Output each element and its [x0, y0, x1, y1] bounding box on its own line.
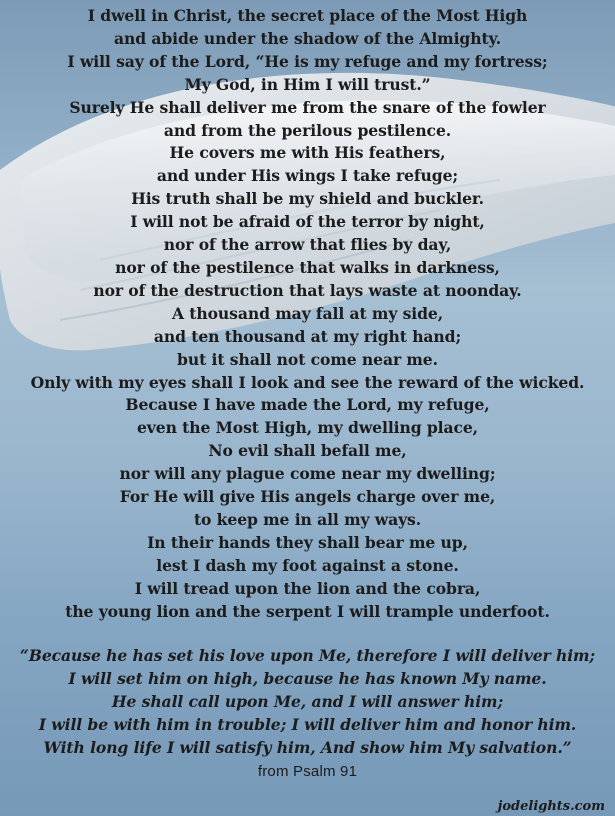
- verse-line: and ten thousand at my right hand;: [153, 326, 462, 346]
- verse-line: His truth shall be my shield and buckler.: [131, 189, 484, 209]
- verse-line: Surely He shall deliver me from the snare of the fowler: [69, 97, 546, 117]
- verse-line: For He will give His angels charge over me,: [119, 487, 496, 507]
- verse-line: In their hands they shall bear me up,: [147, 532, 468, 552]
- promise-line: I will set him on high, because he has known My name.: [68, 669, 547, 689]
- verse-line: I will tread upon the lion and the cobra,: [134, 578, 481, 598]
- verse-line: and under His wings I take refuge;: [156, 166, 459, 186]
- verse-line: and abide under the shadow of the Almighty.: [113, 28, 502, 48]
- promise-line: “Because he has set his love upon Me, therefore I will deliver him;: [19, 646, 596, 666]
- verse-line: Because I have made the Lord, my refuge,: [125, 395, 490, 415]
- verse-line: to keep me in all my ways.: [193, 509, 422, 529]
- verse-line: nor of the destruction that lays waste at noonday.: [93, 280, 522, 300]
- verse-line: but it shall not come near me.: [177, 349, 438, 369]
- promise-stanza: [0, 645, 615, 760]
- source-citation: from Psalm 91: [257, 763, 358, 780]
- verse-line: the young lion and the serpent I will trample underfoot.: [65, 601, 550, 621]
- verse-line: My God, in Him I will trust.”: [184, 74, 431, 94]
- verse-line: lest I dash my foot against a stone.: [156, 555, 459, 575]
- verse-line: I dwell in Christ, the secret place of the Most High: [87, 6, 528, 25]
- verse-line: A thousand may fall at my side,: [171, 303, 444, 323]
- verse-line: nor will any plague come near my dwelling;: [119, 464, 496, 484]
- verse-line: nor of the arrow that flies by day,: [163, 235, 452, 255]
- verse-line: I will say of the Lord, “He is my refuge and my fortress;: [67, 51, 548, 71]
- promise-line: He shall call upon Me, and I will answer him;: [111, 692, 504, 712]
- watermark: jodelights.com: [497, 799, 605, 814]
- verse-line: and from the perilous pestilence.: [163, 120, 452, 140]
- verse-line: even the Most High, my dwelling place,: [136, 418, 479, 438]
- promise-line: With long life I will satisfy him, And show him My salvation.”: [43, 738, 572, 758]
- promise-line: I will be with him in trouble; I will deliver him and honor him.: [38, 715, 577, 735]
- verse-line: Only with my eyes shall I look and see the reward of the wicked.: [30, 372, 585, 392]
- verse-line: nor of the pestilence that walks in darkness,: [115, 257, 500, 277]
- verse-line: I will not be afraid of the terror by night,: [130, 212, 485, 232]
- verse-line: No evil shall befall me,: [208, 441, 407, 461]
- verse-line: He covers me with His feathers,: [169, 143, 446, 163]
